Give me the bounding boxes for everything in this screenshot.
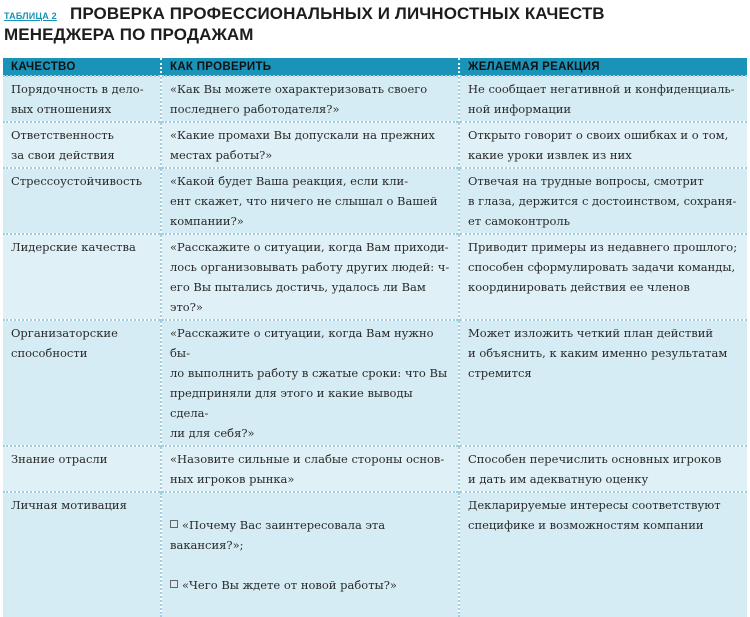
cell-check: «Какой будет Ваша реакция, если кли- ент скажет, что ничего не слышал о Вашей компании?» bbox=[161, 168, 459, 234]
check-list-item bbox=[170, 515, 451, 555]
square-bullet-icon bbox=[170, 520, 178, 528]
cell-reaction: Декларируемые интересы соответствуют специфике и возможностям компании bbox=[459, 492, 747, 617]
cell-quality: Лидерские качества bbox=[3, 234, 161, 320]
cell-reaction: Приводит примеры из недавнего прошлого; способен сформулировать задачи команды, координировать действия ее членов bbox=[459, 234, 747, 320]
table-number-tag: ТАБЛИЦА 2 bbox=[4, 11, 57, 21]
column-header-check: КАК ПРОВЕРИТЬ bbox=[161, 58, 459, 76]
column-header-reaction: ЖЕЛАЕМАЯ РЕАКЦИЯ bbox=[459, 58, 747, 76]
table-row bbox=[3, 446, 747, 492]
qualities-table bbox=[3, 58, 747, 617]
table-row bbox=[3, 168, 747, 234]
square-bullet-icon bbox=[170, 580, 178, 588]
cell-quality: Знание отрасли bbox=[3, 446, 161, 492]
cell-check: «Расскажите о ситуации, когда Вам приходи- лось организовывать работу других людей: ч- его Вы пытались достичь, удалось ли Вам это?» bbox=[161, 234, 459, 320]
table-title-line-2: МЕНЕДЖЕРА ПО ПРОДАЖАМ bbox=[4, 25, 254, 44]
cell-quality: Порядочность в дело- вых отношениях bbox=[3, 76, 161, 122]
check-list-item bbox=[170, 575, 451, 595]
cell-quality: Личная мотивация bbox=[3, 492, 161, 617]
cell-check: «Расскажите о ситуации, когда Вам нужно бы- ло выполнить работу в сжатые сроки: что Вы предприняли для этого и какие выводы сдела- ли для себя?» bbox=[161, 320, 459, 446]
table-row bbox=[3, 122, 747, 168]
table-header-row bbox=[3, 58, 747, 76]
cell-reaction: Отвечая на трудные вопросы, смотрит в глаза, держится с достоинством, сохраня- ет самоконтроль bbox=[459, 168, 747, 234]
table-title-line-1: ПРОВЕРКА ПРОФЕССИОНАЛЬНЫХ И ЛИЧНОСТНЫХ КАЧЕСТВ bbox=[70, 4, 605, 23]
table-row bbox=[3, 234, 747, 320]
cell-reaction: Может изложить четкий план действий и объяснить, к каким именно результатам стремится bbox=[459, 320, 747, 446]
cell-quality: Организаторские способности bbox=[3, 320, 161, 446]
table-title-block bbox=[0, 0, 750, 50]
cell-check: «Назовите сильные и слабые стороны основ- ных игроков рынка» bbox=[161, 446, 459, 492]
check-list-item-text: «Почему Вас заинтересовала эта вакансия?»; bbox=[170, 518, 386, 552]
cell-check: «Как Вы можете охарактеризовать своего последнего работодателя?» bbox=[161, 76, 459, 122]
cell-reaction: Не сообщает негативной и конфиденциаль- ной информации bbox=[459, 76, 747, 122]
table-row bbox=[3, 492, 747, 617]
column-header-quality: КАЧЕСТВО bbox=[3, 58, 161, 76]
cell-reaction: Открыто говорит о своих ошибках и о том, какие уроки извлек из них bbox=[459, 122, 747, 168]
cell-quality: Стрессоустойчивость bbox=[3, 168, 161, 234]
cell-check: «Какие промахи Вы допускали на прежних местах работы?» bbox=[161, 122, 459, 168]
cell-reaction: Способен перечислить основных игроков и дать им адекватную оценку bbox=[459, 446, 747, 492]
table-row bbox=[3, 320, 747, 446]
check-list-item-text: «Чего Вы ждете от новой работы?» bbox=[182, 578, 397, 592]
cell-check bbox=[161, 492, 459, 617]
table-row bbox=[3, 76, 747, 122]
cell-quality: Ответственность за свои действия bbox=[3, 122, 161, 168]
